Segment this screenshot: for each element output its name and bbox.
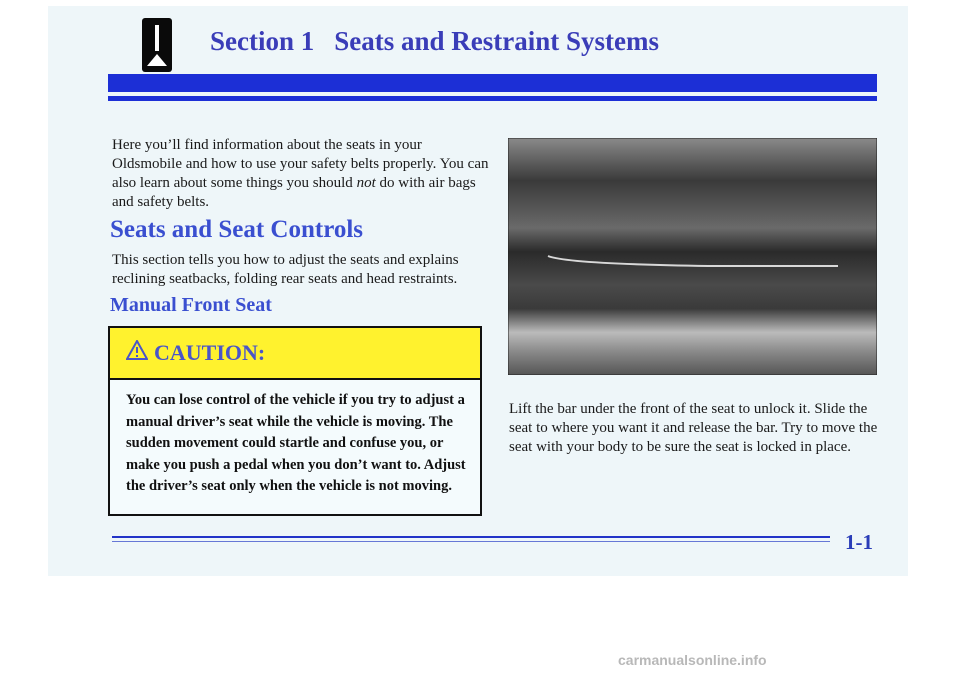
header-band	[108, 74, 877, 92]
seats-heading: Seats and Seat Controls	[110, 216, 364, 243]
caution-box	[108, 326, 482, 516]
intro-paragraph: Here you’ll find information about the seats in your Oldsmobile and how to use your safety belts properly. You can also learn about some things you should not do with air bags and safety belts.	[112, 137, 489, 210]
watermark-text: carmanualsonline.info	[618, 652, 767, 668]
warning-triangle-icon	[126, 340, 148, 360]
header-band-thin	[108, 96, 877, 101]
seat-instructions: Lift the bar under the front of the seat to unlock it. Slide the seat to where you want it and release the bar. Try to move the seat with your body to be sure the seat is locked in place.	[509, 401, 878, 455]
caution-text: You can lose control of the vehicle if you try to adjust a manual driver’s seat while the vehicle is moving. The sudden movement could startle and confuse you, or make you push a pedal when you don’t want to. Adjust the driver’s seat only when the vehicle is not moving.	[126, 392, 466, 494]
manual-seat-heading: Manual Front Seat	[110, 294, 272, 316]
caution-header	[110, 328, 480, 380]
section-title-text: Seats and Restraint Systems	[334, 26, 660, 56]
section-title	[210, 26, 659, 57]
section-tab-icon	[142, 18, 172, 72]
seats-paragraph: This section tells you how to adjust the seats and explains reclining seatbacks, folding rear seats and head restraints.	[112, 252, 459, 287]
intro-emphasis: not	[356, 175, 376, 191]
footer-rule-thin	[112, 541, 830, 542]
seat-bar-photo	[508, 138, 877, 375]
section-label: Section 1	[210, 26, 315, 56]
caution-label: CAUTION:	[154, 340, 266, 365]
footer-rule	[112, 536, 830, 538]
page-number: 1-1	[845, 530, 873, 554]
